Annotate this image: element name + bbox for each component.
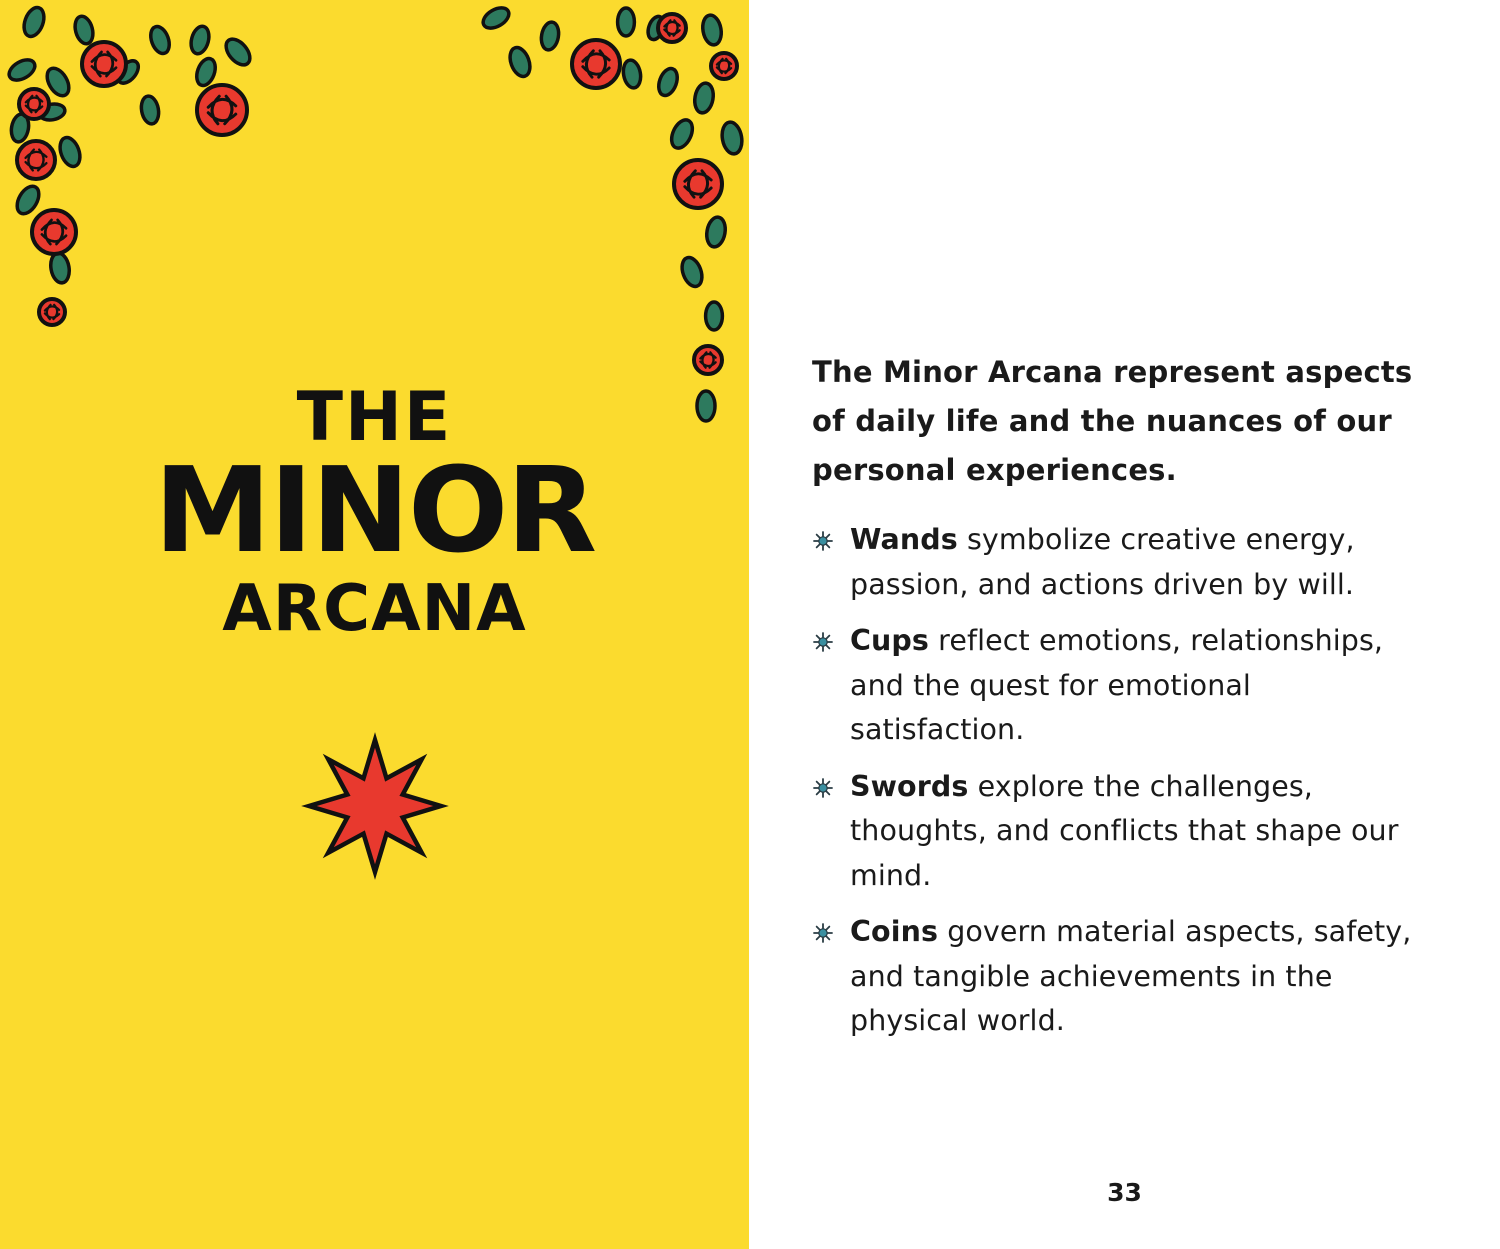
suit-item-coins <box>812 910 1412 1044</box>
page-number: 33 <box>1107 1178 1142 1207</box>
suit-name: Swords <box>850 769 969 803</box>
asterisk-star-icon <box>812 631 834 653</box>
suit-description: symbolize creative energy, passion, and actions driven by will. <box>850 523 1355 601</box>
suit-name: Wands <box>850 523 958 556</box>
title-the: THE <box>296 378 453 457</box>
rose-icon <box>674 160 722 208</box>
rose-icon <box>82 42 126 86</box>
suit-name: Cups <box>850 624 929 657</box>
right-page <box>749 0 1500 1249</box>
leaf-icon <box>706 302 723 330</box>
suit-name: Coins <box>850 915 939 948</box>
asterisk-star-icon <box>812 530 834 552</box>
asterisk-star-icon <box>812 922 834 944</box>
title-minor: MINOR <box>153 441 596 579</box>
eight-point-star-icon <box>309 740 441 872</box>
rose-icon <box>711 53 737 79</box>
suit-item-swords <box>812 765 1412 899</box>
intro-paragraph: The Minor Arcana represent aspects of daily life and the nuances of our personal experiences. <box>812 355 1413 487</box>
asterisk-star-icon <box>812 777 834 799</box>
rose-icon <box>39 299 65 325</box>
suit-item-wands <box>812 518 1412 607</box>
left-page <box>0 0 749 1249</box>
rose-icon <box>32 210 76 254</box>
leaf-icon <box>618 8 635 36</box>
rose-icon <box>19 89 49 119</box>
rose-icon <box>197 85 247 135</box>
suit-description: govern material aspects, safety, and tangible achievements in the physical world. <box>850 915 1412 1037</box>
suits-list <box>812 518 1412 1056</box>
suit-item-cups <box>812 619 1412 753</box>
rose-icon <box>572 40 620 88</box>
rose-icon <box>17 141 55 179</box>
rose-icon <box>658 14 686 42</box>
rose-icon <box>694 346 722 374</box>
title-arcana: ARCANA <box>222 572 527 646</box>
suit-description: explore the challenges, thoughts, and conflicts that shape our mind. <box>850 769 1399 892</box>
suit-description: reflect emotions, relationships, and the quest for emotional satisfaction. <box>850 624 1384 746</box>
